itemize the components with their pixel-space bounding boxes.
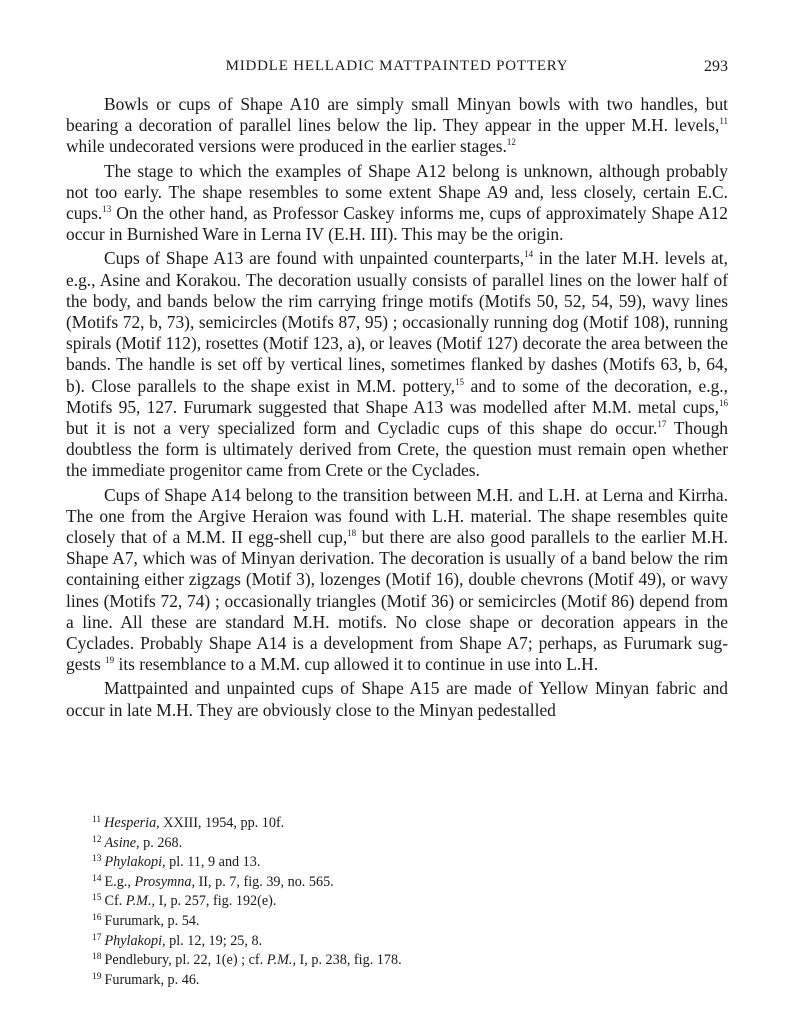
paragraph	[66, 161, 728, 246]
footnote-number: 15	[92, 893, 102, 904]
footnote	[92, 972, 732, 992]
footnote-ref[interactable]: 12	[506, 137, 516, 148]
paragraph	[66, 678, 728, 720]
footnote-text: pl. 11, 9 and 13.	[165, 854, 261, 871]
paragraph	[66, 485, 728, 676]
footnote	[92, 913, 732, 933]
footnote	[92, 952, 732, 972]
paragraph	[66, 94, 728, 158]
footnote-number: 18	[92, 952, 102, 963]
footnote-ref[interactable]: 15	[454, 376, 464, 387]
paragraph-text: and to some of the decoration, e.g., Motifs 95, 127. Furumark suggested that Shape A13 was modelled after M.M. metal cups,	[66, 375, 728, 417]
paragraph-text: Though doubtless the form is ultimately derived from Crete, the question must remain open whether the immediate progenitor came from Crete or the Cyclades.	[66, 418, 728, 481]
paragraph-text: Cups of Shape A14 belong to the transition between M.H. and L.H. at Lerna and Kirrha. The one from the Argive Heraion was found with L.H. material. The shape resembles quite closely that of a M.M. II egg-shell cup,	[66, 484, 728, 548]
footnote	[92, 835, 732, 855]
footnote-number: 17	[92, 932, 102, 943]
paragraph-text: while undecorated versions were produced in the earlier stages.	[66, 136, 507, 157]
footnote-text: Pendlebury, pl. 22, 1(e) ; cf.	[104, 952, 267, 969]
footnote-title: Hesperia,	[104, 815, 160, 831]
footnote-text: Cf.	[104, 893, 126, 910]
footnote-title: Phylakopi,	[104, 932, 166, 949]
paragraph-text: but it is not a very specialized form and Cycladic cups of this shape do occur.	[66, 418, 658, 439]
footnote-title: Asine,	[104, 834, 140, 851]
footnote-ref[interactable]: 17	[657, 419, 667, 430]
footnote-title: P.M.,	[266, 952, 296, 969]
footnote-number: 14	[92, 873, 102, 884]
paragraph-text: Cups of Shape A13 are found with unpainted counterparts,	[104, 248, 525, 269]
footnote-ref[interactable]: 18	[347, 528, 357, 539]
footnote	[92, 815, 732, 835]
footnote-text: p. 268.	[139, 834, 183, 851]
footnote-text: I, p. 257, fig. 192(e).	[155, 893, 277, 910]
paragraph-text: On the other hand, as Professor Caskey informs me, cups of approximately Shape A12 occur in Burnished Ware in Lerna IV (E.H. III). This may be the origin.	[66, 203, 728, 245]
footnote-ref[interactable]: 11	[719, 116, 728, 127]
footnote-text: II, p. 7, fig. 39, no. 565.	[195, 873, 334, 890]
page-header	[66, 58, 728, 80]
paragraph	[66, 248, 728, 481]
paragraph-text: its resemblance to a M.M. cup allowed it to continue in use into L.H.	[114, 654, 599, 675]
page-number: 293	[704, 58, 728, 75]
paragraph-text: in the later M.H. levels at, e.g., Asine and Korakou. The decoration usually consists of parallel lines on the lower half of the body, and bands below the rim carrying fringe motifs (Motifs 50, 52, 54, 59), wavy lines (Motifs 72, b, 73), semicircles (Motifs 87, 95) ; occasionally running dog (Motif 108), running spirals (Motif 112), rosettes (Motif 123, a), or leaves (Motif 127) decorate the area between the bands. The handle is set off by vertical lines, sometimes flanked by dashes (Motifs 63, b, 64, b). Close parallels to the shape exist in M.M. pottery,	[66, 248, 728, 396]
footnote-number: 12	[92, 834, 102, 845]
footnote-number: 13	[92, 854, 102, 865]
footnote-title: Phylakopi,	[104, 854, 166, 871]
footnotes	[92, 815, 732, 991]
footnote	[92, 893, 732, 913]
footnote-text: E.g.,	[104, 873, 135, 890]
footnote-ref[interactable]: 19	[105, 655, 115, 666]
paragraph-text: Bowls or cups of Shape A10 are simply small Minyan bowls with two handles, but bearing a decoration of parallel lines below the lip. They appear in the upper M.H. levels,	[66, 94, 728, 136]
footnote-text: XXIII, 1954, pp. 10f.	[159, 815, 285, 831]
footnote-text: Furumark, p. 54.	[104, 912, 200, 929]
footnote-text: I, p. 238, fig. 178.	[296, 952, 402, 969]
body-text	[66, 94, 728, 724]
footnote	[92, 933, 732, 953]
footnote-number: 16	[92, 912, 102, 923]
running-head: MIDDLE HELLADIC MATTPAINTED POTTERY	[225, 58, 569, 74]
footnote-ref[interactable]: 13	[102, 204, 112, 215]
footnote-number: 19	[92, 971, 102, 982]
paragraph-text: Mattpainted and unpainted cups of Shape A15 are made of Yellow Minyan fabric and occur in late M.H. They are obviously close to the Minyan pedestalled	[66, 678, 728, 720]
footnote-ref[interactable]: 16	[719, 398, 728, 409]
paragraph-text: The stage to which the examples of Shape A12 belong is unknown, although probably not too early. The shape resembles to some extent Shape A9 and, less closely, certain E.C. cups.	[66, 160, 728, 224]
footnote	[92, 874, 732, 894]
footnote-text: Furumark, p. 46.	[104, 971, 200, 988]
footnote-number: 11	[92, 815, 102, 825]
footnote-title: P.M.,	[125, 893, 156, 910]
footnote-title: Prosymna,	[134, 873, 196, 890]
footnote-ref[interactable]: 14	[524, 249, 534, 260]
paragraph-text: but there are also good parallels to the earlier M.H. Shape A7, which was of Minyan derivation. The decoration is usually of a band below the rim containing either zigzags (Motif 3), lozenges (Motif 16), double chevrons (Motif 49), or wavy lines (Motifs 72, 74) ; occasionally triangles (Motif 36) or semicircles (Motif 86) depend from a line. All these are standard M.H. motifs. No close shape or decoration appears in the Cyclades. Probably Shape A14 is a development from Shape A7; perhaps, as Furumark sug- gests	[66, 527, 728, 675]
footnote-text: pl. 12, 19; 25, 8.	[165, 932, 263, 949]
footnote	[92, 854, 732, 874]
